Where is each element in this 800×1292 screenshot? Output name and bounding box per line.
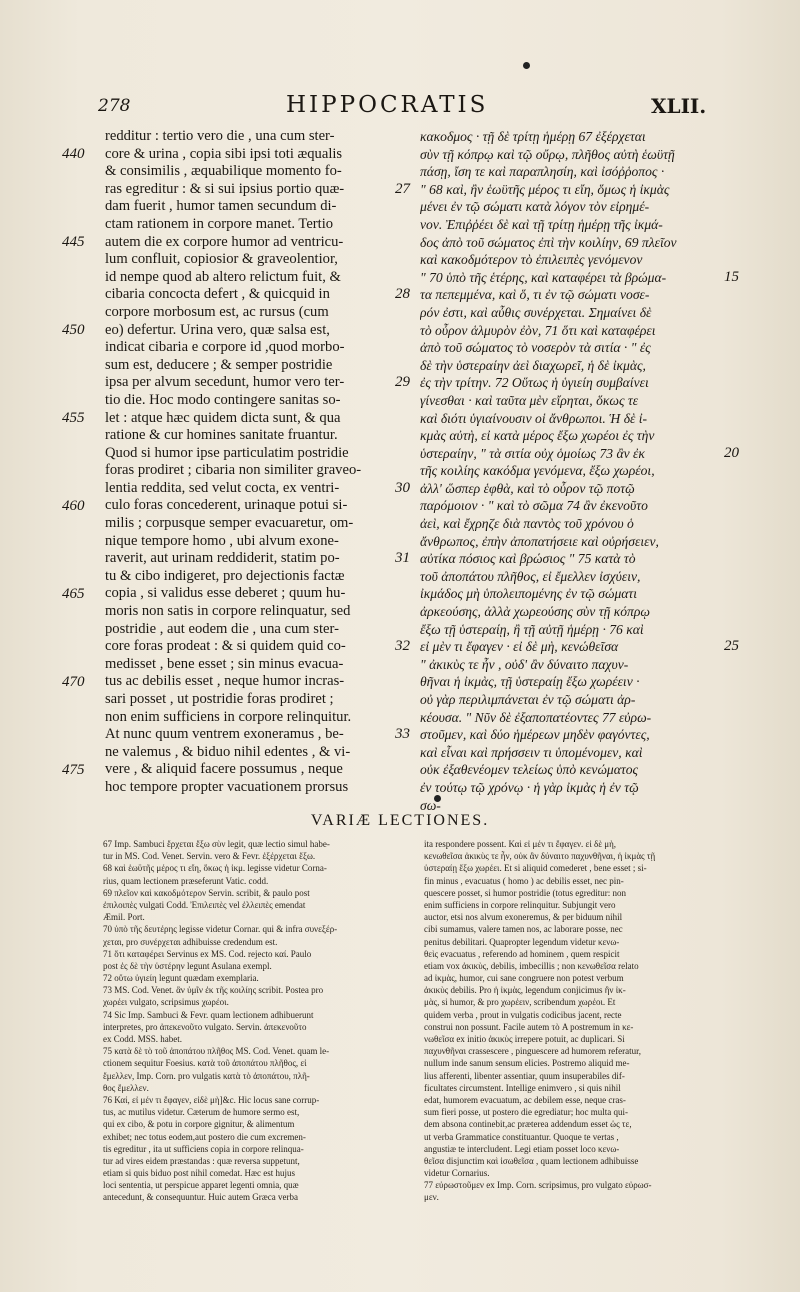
variant-note-line: 71 ὅτι καταφέρει Servinus ex MS. Cod. rejecto καί. Paulo xyxy=(103,948,312,959)
variant-note-line: ad ἰκμὰς, humor, cui sane congruere non potest verbum xyxy=(424,973,624,984)
chapter-number: XLII. xyxy=(651,94,707,118)
greek-line: δὲ τὴν ὑστεραίην ἀεὶ διαχωρεῖ, ἡ δὲ ἰκμὰς, xyxy=(420,357,646,373)
variant-note-line: 70 ὑπὸ τῆς δευτέρης legisse videtur Cornar. qui & infra συνεξέρ- xyxy=(103,924,338,935)
variant-note-line: tur ad vires eidem præstandas : quæ reversa suppetunt, xyxy=(103,1155,300,1166)
latin-line: culo foras concederent, urinaque potui si- xyxy=(105,497,348,514)
margin-number: 33 xyxy=(395,726,410,743)
latin-line: core & urina , copia sibi ipsi toti æqualis xyxy=(105,145,343,162)
greek-line: ἐς τὴν τρίτην. 72 Οὕτως ἡ ὑγιείη συμβαίνει xyxy=(420,375,649,391)
latin-text-column xyxy=(105,128,425,797)
margin-number: 15 xyxy=(724,268,739,285)
variant-note-line: enim sufficiens in corpore relinquitur. Subjungit vero xyxy=(424,899,616,910)
variant-note-line: ἐπιλοιπὲς vulgati Codd. Ἐπιλειπὲς vel ἐλλειπὲς emendat xyxy=(103,899,306,910)
greek-line: " 68 καὶ, ἢν ἑωϋτῆς μέρος τι εἴη, ὅμως ἡ ἰκμὰς xyxy=(420,181,670,197)
latin-line: id nempe quod ab altero relictum fuit, & xyxy=(105,268,341,285)
page-number: 278 xyxy=(98,96,131,116)
variant-note-line: ὑστεραίῃ ἔξω χωρέει. Et si aliquid comederet , bene esset ; si- xyxy=(424,863,647,874)
latin-line: vere , & aliquid facere possumus , neque xyxy=(105,761,343,778)
greek-line: τοῦ ἀποπάτου πλῆθος, εἰ ἔμελλεν ἰσχύειν, xyxy=(420,568,641,584)
greek-line: κέουσα. " Νῦν δὲ ἐξαποπατέοντες 77 εὐρω- xyxy=(420,709,652,725)
latin-line: dam fuerit , humor tamen secundum di- xyxy=(105,198,337,215)
margin-number: 28 xyxy=(395,286,410,303)
greek-line: ἔξω τῇ ὑστεραίῃ, ἢ τῇ αὐτῇ ἡμέρῃ · 76 καὶ xyxy=(420,621,644,637)
greek-line: σὺν τῇ κόπρῳ καὶ τῷ οὔρῳ, πλῆθος αὐτὴ ἑωϋτῇ xyxy=(420,146,675,162)
variant-readings-left-column xyxy=(103,838,413,1204)
variant-note-line: ita respondere possent. Καὶ εἰ μέν τι ἔφαγεν. εἰ δὲ μὴ, xyxy=(424,839,617,849)
greek-line: ἀπὸ τοῦ σώματος τὸ νοσερὸν τὰ σιτία · " ἐς xyxy=(420,340,651,356)
variant-note-line: quidem verba , prout in vulgatis codicibus jacent, recte xyxy=(424,1009,622,1020)
greek-text-column xyxy=(420,128,720,814)
margin-number: 30 xyxy=(395,480,410,496)
greek-line: ἐν τούτῳ τῷ χρόνῳ · ἡ γὰρ ἰκμὰς ἡ ἐν τῷ xyxy=(420,779,639,795)
variant-note-line: Æmil. Port. xyxy=(103,912,145,923)
greek-line: στοῦμεν, καὶ δύο ἡμέρεων μηδὲν φαγόντες, xyxy=(420,727,650,743)
variant-note-line: θεὶς evacuatus , referendo ad hominem , quem respicit xyxy=(424,948,620,959)
variant-note-line: 68 καὶ ἑωϋτῆς μέρος τι εἴη, ὅκως ἡ ἰκμ. legisse videtur Corna- xyxy=(103,863,327,874)
greek-line: γίνεσθαι · καὶ ταῦτα μὲν εἴρηται, ὅκως τε xyxy=(420,392,639,408)
latin-line: At nunc quum ventrem exoneramus , be- xyxy=(105,726,344,743)
variant-note-line: lius afferenti, libenter assentiar, quum insuperabiles dif- xyxy=(424,1070,625,1081)
greek-line: πάσῃ, ἴση τε καὶ παραπλησίη, καὶ ἰσόῤῥοπος · xyxy=(420,164,665,180)
variant-note-line: θεῖσα disjunctim καὶ ἰσωθεῖσα , quam lectionem adhibuisse xyxy=(424,1155,639,1166)
latin-line: ras egreditur : & si sui ipsius portio quæ- xyxy=(105,180,345,197)
variant-note-line: cibi sumamus, valere tamen nos, ac laborare posse, nec xyxy=(424,924,623,935)
margin-number: 470 xyxy=(62,673,85,690)
latin-line: non enim sufficiens in corpore relinquitur. xyxy=(105,708,352,725)
variant-note-line: 76 Καί, εἰ μέν τι ἔφαγεν, εἰδὲ μὴ]&c. Hic locus sane corrup- xyxy=(103,1094,320,1105)
variant-note-line: penitus debilitari. Quapropter legendum videtur κενω- xyxy=(424,936,620,947)
variant-note-line: 77 εὐρωστοῦμεν ex Imp. Corn. scripsimus, pro vulgato εὐρωσ- xyxy=(424,1180,652,1191)
variant-note-line: κενωθεῖσα ἀκικὺς τε ἦν, οὐκ ἂν δύναιτο παχυνθῆναι, ἡ ἰκμὰς τῇ xyxy=(424,851,656,862)
variant-note-line: antecedunt, & consequuntur. Huic autem Græca verba xyxy=(103,1192,298,1203)
greek-line: θῆναι ἡ ἰκμὰς, τῇ ὑστεραίῃ ἔξω χωρέειν · xyxy=(420,674,640,690)
variant-note-line: videtur Cornarius. xyxy=(424,1168,490,1179)
latin-line: core foras prodeat : & si quidem quid co- xyxy=(105,638,346,655)
margin-number: 455 xyxy=(62,409,85,426)
latin-line: nique tempore homo , ubi alvum exone- xyxy=(105,532,339,549)
margin-number: 31 xyxy=(395,550,410,567)
variant-note-line: ἀκικὺς debilis. Pro ἡ ἰκμὰς, legendum conjicimus ἢν ἰκ- xyxy=(424,985,626,996)
latin-line: tio die. Hoc modo contingere sanitas so- xyxy=(105,391,341,408)
greek-line: τα πεπεμμένα, καὶ ὅ, τι ἐν τῷ σώματι νοσε- xyxy=(420,287,650,303)
margin-number: 460 xyxy=(62,497,85,514)
running-title: HIPPOCRATIS xyxy=(286,92,489,118)
greek-line: τῆς κοιλίης κακόδμα γενόμενα, ἔξω χωρέοι, xyxy=(420,463,655,479)
variant-note-line: construi non possunt. Facile autem τὸ A postremum in κε- xyxy=(424,1021,634,1032)
variant-note-line: χεται, pro συνέρχεται adhibuisse credendum est. xyxy=(103,936,278,947)
variant-note-line: tus, ac mutilus videtur. Cæterum de humore sermo est, xyxy=(103,1107,300,1118)
variant-note-line: qui ex cibo, & potu in corpore gignitur, & alimentum xyxy=(103,1119,295,1130)
variant-note-line: μεν. xyxy=(424,1192,439,1203)
latin-line: sum est, deducere ; & semper postridie xyxy=(105,356,333,373)
latin-line: tu & cibo indigeret, pro dejectionis factæ xyxy=(105,567,345,584)
greek-line: καὶ κακοδμότερον τὸ ἐπιλειπὲς γενόμενον xyxy=(420,252,643,268)
variant-note-line: ut verba Grammatice constituantur. Quoque te vertas , xyxy=(424,1131,619,1142)
latin-line: postridie , aut eodem die , una cum ster- xyxy=(105,620,339,637)
greek-line: νον. Ἐπιῤῥέει δὲ καὶ τῇ τρίτῃ ἡμέρῃ τῆς ἰκμά- xyxy=(420,216,663,232)
variant-note-line: 75 κατὰ δὲ τὸ τοῦ ἀποπάτου πλῆθος MS. Cod. Venet. quam le- xyxy=(103,1046,330,1057)
margin-number: 475 xyxy=(62,761,85,778)
variant-note-line: tis egreditur , ita ut sufficiens copia in corpore relinqua- xyxy=(103,1143,304,1154)
variant-note-line: ἔμελλεν, Imp. Corn. pro vulgatis κατὰ τὸ ἀποπάτου, πλῆ- xyxy=(103,1070,310,1081)
variant-note-line: tur in MS. Cod. Venet. Servin. vero & Fevr. ἐξέρχεται ἔξω. xyxy=(103,851,316,862)
variae-lectiones-heading: VARIÆ LECTIONES. xyxy=(310,812,490,829)
latin-line: ratione & cur homines sanitate fruantur. xyxy=(105,427,338,444)
variant-note-line: 73 MS. Cod. Venet. ἂν ὑμῖν ἐκ τῆς κοιλίης scribit. Postea pro xyxy=(103,985,324,996)
margin-number: 32 xyxy=(395,638,410,655)
variant-note-line: θος ἔμελλεν. xyxy=(103,1082,149,1093)
latin-line: hoc tempore propter vacuationem prorsus xyxy=(105,778,349,795)
greek-line: " 70 ὑπὸ τῆς ἑτέρης, καὶ καταφέρει τὰ βρώμα- xyxy=(420,269,667,285)
variant-note-line: ctionem sequitur Foesius. κατὰ τοῦ ἀποπάτου πλῆθος, εἰ xyxy=(103,1058,307,1069)
greek-line: καὶ διότι ὑγιαίνουσιν οἱ ἄνθρωποι. Ἡ δὲ ἰ- xyxy=(420,410,648,426)
variant-note-line: 69 πλεῖον καὶ κακοδμότερον Servin. scribit, & paulo post xyxy=(103,887,310,898)
greek-line: ρόν ἐστι, καὶ αὖθις συνέρχεται. Σημαίνει δὲ xyxy=(420,304,652,320)
variant-note-line: etiam si quis biduo post nihil comedat. Hæc est hujus xyxy=(103,1168,295,1179)
greek-line: καὶ εἶναι καὶ πρήσσειν τι ὑπομένομεν, καὶ xyxy=(420,744,643,760)
latin-line: & consimilis , æquabilique momento fo- xyxy=(105,163,342,180)
latin-line: milis ; corpusque semper evacuaretur, om- xyxy=(105,515,354,532)
variant-readings-right-column xyxy=(424,838,724,1204)
running-head xyxy=(0,92,800,118)
greek-line: οὐκ ἐξαθενέομεν τελείως ὑπὸ κενώματος xyxy=(420,762,639,778)
variant-note-line: edat, humorem evacuatum, ac debilem esse, neque cras- xyxy=(424,1094,626,1105)
variant-note-line: μὰς, si humor, & pro χωρέειν, scribendum χωρέοι. Et xyxy=(424,997,616,1008)
latin-line: corpore morbosum est, ac rursus (cum xyxy=(105,303,329,320)
variant-note-line: post ἐς δὲ τὴν ὑστέρην legunt Asulana exempl. xyxy=(103,960,272,971)
variant-note-line: exhibet; nec totus eodem,aut postero die cum excremen- xyxy=(103,1131,306,1142)
latin-line: let : atque hæc quidem dicta sunt, & qua xyxy=(105,409,341,426)
latin-line: cibaria concocta defert , & quicquid in xyxy=(105,286,330,303)
variant-note-line: ficultates circumstent. Intellige enimvero , si quis nihil xyxy=(424,1082,621,1093)
latin-line: raverit, aut urinam reddiderit, statim po- xyxy=(105,550,340,567)
margin-number: 29 xyxy=(395,374,410,391)
greek-line: αὐτίκα πόσιος καὶ βρώσιος " 75 κατὰ τὸ xyxy=(420,551,636,567)
greek-line: μένει ἐν τῷ σώματι κατὰ λόγον τὸν εἰρημέ- xyxy=(420,199,650,215)
variant-note-line: fin minus , evacuatus ( homo ) ac debilis esset, nec pin- xyxy=(424,875,624,886)
greek-line: εἰ μὲν τι ἔφαγεν · εἰ δὲ μὴ, κενώθεῖσα xyxy=(420,639,619,655)
latin-line: indicat cibaria e corpore id ,quod morbo- xyxy=(105,339,345,356)
greek-line: σω- xyxy=(420,797,441,813)
greek-line: ὑστεραίην, " τὰ σιτία οὐχ ὁμοίως 73 ἂν ἐκ xyxy=(420,445,645,461)
variant-note-line: interpretes, pro ἀπεκενοῦτο vulgato. Servin. ἀπεκενοῦτο xyxy=(103,1021,307,1032)
latin-line: lum confluit, copiosior & graveolentior, xyxy=(105,251,338,268)
latin-line: ctam rationem in corpore manet. Tertio xyxy=(105,215,334,232)
margin-number: 440 xyxy=(62,145,85,162)
latin-line: Quod si humor ipse particulatim postridie xyxy=(105,444,349,461)
margin-number: 465 xyxy=(62,585,85,602)
latin-line: tus ac debilis esset , neque humor incras- xyxy=(105,673,345,690)
variant-note-line: loci sententia, ut perspicue apparet legenti omnia, quæ xyxy=(103,1180,299,1191)
variant-note-line: 67 Imp. Sambuci ἔρχεται ἔξω σὺν legit, quæ lectio simul habe- xyxy=(103,839,330,849)
variant-note-line: χωρέει vulgato, scripsimus χωρέοι. xyxy=(103,997,229,1008)
variant-note-line: sum fieri posse, ut postero die egrediatur; hoc multa qui- xyxy=(424,1107,628,1118)
latin-line: autem die ex corpore humor ad ventricu- xyxy=(105,233,344,250)
latin-line: sari posset , ut postridie foras prodiret ; xyxy=(105,691,334,707)
greek-line: οὐ γὰρ περιλιμπάνεται ἐν τῷ σώματι ἀρ- xyxy=(420,692,636,707)
latin-line: redditur : tertio vero die , una cum ster- xyxy=(105,128,335,144)
variant-note-line: rius, quam lectionem præseferunt Vatic. codd. xyxy=(103,875,269,886)
latin-line: ipsa per alvum secedunt, humor vero ter- xyxy=(105,374,345,391)
greek-line: κμὰς αὐτὴ, εἰ κατὰ μέρος ἔξω χωρέοι ἐς τὴν xyxy=(420,428,655,444)
greek-line: ἀρκεούσης, ἀλλὰ χωρεούσης σὺν τῇ κόπρῳ xyxy=(420,604,650,620)
latin-line: medisset , bene esset ; sin minus evacua- xyxy=(105,655,344,672)
latin-line: copia , si validus esse deberet ; quum hu- xyxy=(105,585,346,602)
latin-line: ne valemus , & biduo nihil edentes , & vi- xyxy=(105,743,351,760)
greek-line: κακοδμος · τῇ δὲ τρίτῃ ἡμέρῃ 67 ἐξέρχεται xyxy=(420,129,646,144)
variant-note-line: angustiæ te intercludent. Legi etiam posset loco κενω- xyxy=(424,1143,620,1154)
greek-line: ἀεὶ, καὶ ἔχρηζε διὰ παντὸς τοῦ χρόνου ὁ xyxy=(420,516,634,532)
variant-note-line: dem absona continebit,ac præterea addendum esset ὡς τε, xyxy=(424,1119,632,1130)
greek-line: ἄνθρωπος, ἐπὴν ἀποπατήσειε καὶ οὐρήσειεν, xyxy=(420,533,659,549)
variant-note-line: νωθεῖσα ex initio ἀκικὺς irrepere potuit, ac duplicari. Si xyxy=(424,1034,625,1044)
latin-line: foras prodiret ; cibaria non similiter graveo- xyxy=(105,462,362,479)
margin-number: 445 xyxy=(62,233,85,250)
greek-line: ἰκμάδος μὴ ὑπολειπομένης ἐν τῷ σώματι xyxy=(420,586,638,602)
margin-number: 27 xyxy=(395,180,410,197)
variant-note-line: παχυνθῆναι crassescere , pinguescere ad humorem referatur, xyxy=(424,1046,642,1057)
variant-note-line: nullum inde sanum sensum elicies. Postremo aliquid me- xyxy=(424,1058,630,1069)
margin-number: 450 xyxy=(62,321,85,338)
variant-note-line: quescere posset, si humor postridie (totus egreditur: non xyxy=(424,887,626,898)
variant-note-line: 72 οὕτω ὑγιείη legunt quædam exemplaria. xyxy=(103,973,259,984)
margin-number: 20 xyxy=(724,444,739,461)
greek-line: παρόμοιον · " καὶ τὸ σῶμα 74 ἂν ἐκενοῦτο xyxy=(420,498,648,514)
ink-dot xyxy=(523,62,530,69)
variant-note-line: ex Codd. MSS. habet. xyxy=(103,1034,183,1044)
latin-line: eo) defertur. Urina vero, quæ salsa est, xyxy=(105,321,330,338)
latin-line: moris non satis in corpore relinquatur, sed xyxy=(105,603,351,620)
variant-note-line: etiam vox ἀκικὺς, debilis, imbecillis ; non κενωθεῖσα relato xyxy=(424,960,639,971)
greek-line: " ἀκικὺς τε ἦν , οὐδ' ἂν δύναιτο παχυν- xyxy=(420,656,629,672)
margin-number: 25 xyxy=(724,638,739,655)
variant-note-line: 74 Sic Imp. Sambuci & Fevr. quam lectionem adhibuerunt xyxy=(103,1009,314,1020)
greek-line: δος ἀπὸ τοῦ σώματος ἐπὶ τὴν κοιλίην, 69 πλεῖον xyxy=(420,234,677,250)
variant-note-line: auctor, etsi nos alvum exoneremus, & per biduum nihil xyxy=(424,912,623,923)
greek-line: τὸ οὖρον ἁλμυρὸν ἐὸν, 71 ὅτι καὶ καταφέρει xyxy=(420,322,656,338)
greek-line: ἀλλ' ὥσπερ ἑφθὰ, καὶ τὸ οὖρον τῷ ποτῷ xyxy=(420,480,635,496)
latin-line: lentia reddita, sed velut cocta, ex ventri- xyxy=(105,479,340,496)
